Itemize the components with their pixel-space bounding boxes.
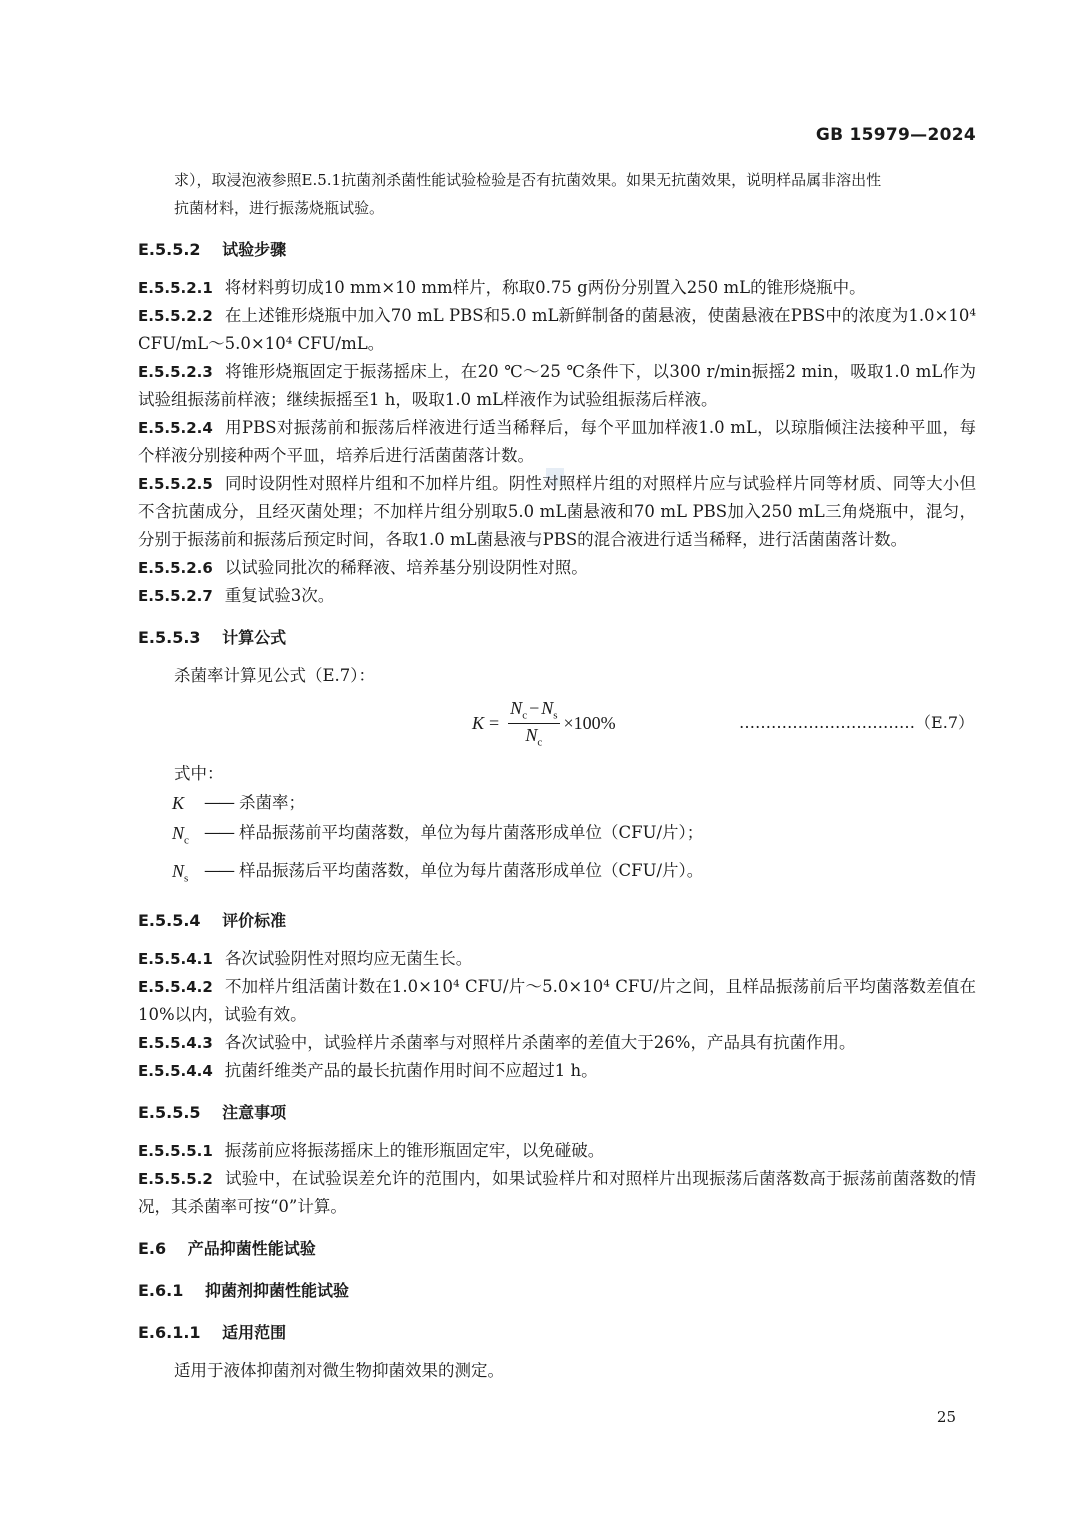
clause-number: E.5.5.5.2: [138, 1170, 213, 1189]
clause-text: 在上述锥形烧瓶中加入70 mL PBS和5.0 mL新鲜制备的菌悬液，使菌悬液在PBS中的浓度为1.0×10⁴ CFU/mL～5.0×10⁴ CFU/mL。: [138, 306, 976, 353]
clause-text: 试验中，在试验误差允许的范围内，如果试验样片和对照样片出现振荡后菌落数高于振荡前菌落数的情况，其杀菌率可按“0”计算。: [138, 1169, 976, 1217]
legend-symbol-text: N: [172, 823, 185, 843]
legend-symbol: [172, 818, 204, 856]
section-heading-e61: [138, 1277, 976, 1305]
formula-lead: 杀菌率计算见公式（E.7）：: [174, 666, 376, 685]
formula-denominator: [525, 724, 542, 749]
section-heading-e6: [138, 1235, 976, 1263]
clause-number: E.5.5.4.4: [138, 1062, 213, 1081]
section-heading-e555: [138, 1099, 976, 1127]
clause-e5551: [138, 1137, 976, 1165]
legend-row-ns: [138, 856, 976, 894]
page-number: 25: [936, 1408, 956, 1426]
legend-row-k: [138, 788, 976, 818]
formula-tag: ……………………………（E.7）: [739, 713, 974, 732]
section-heading-e554: [138, 907, 976, 935]
clause-e5544: [138, 1057, 976, 1085]
section-title: 注意事项: [222, 1103, 287, 1123]
legend-symbol: [172, 788, 204, 818]
clause-e5522: [138, 302, 976, 358]
standard-code: GB 15979—2024: [815, 125, 976, 145]
clause-e5552: [138, 1165, 976, 1221]
section-number: E.6.1.1: [138, 1323, 201, 1343]
document-body: [138, 166, 976, 1385]
section-title: 试验步骤: [222, 240, 287, 259]
clause-text: 将锥形烧瓶固定于振荡摇床上，在20 ℃～25 ℃条件下，以300 r/min振摇2 min，吸取1.0 mL作为试验组振荡前样液；继续振摇至1 h，吸取1.0 mL样液作为试验组振荡后样液。: [138, 362, 976, 409]
legend-text: 样品振荡前平均菌落数，单位为每片菌落形成单位（CFU/片）；: [239, 823, 704, 842]
clause-text: 用PBS对振荡前和振荡后样液进行适当稀释后，每个平皿加样液1.0 mL，以琼脂倾注法接种平皿，每个样液分别接种两个平皿，培养后进行活菌菌落计数。: [138, 418, 976, 465]
clause-e5526: [138, 554, 976, 582]
section-title: 评价标准: [222, 911, 287, 931]
clause-number: E.5.5.2.2: [138, 307, 213, 325]
formula-sub-c: c: [522, 709, 528, 722]
section-number: E.6: [138, 1239, 167, 1259]
section-title: 计算公式: [222, 628, 287, 647]
section-title: 抑菌剂抑菌性能试验: [204, 1281, 349, 1301]
clause-e5542: [138, 973, 976, 1029]
clause-text: 同时设阴性对照样片组和不加样片组。阴性对照样片组的对照样片应与试验样片同等材质、同等大小但不含抗菌成分，且经灭菌处理；不加样片组分别取5.0 mL菌悬液和70 mL PBS加入250 mL三角烧瓶中，混匀，分别于振荡前和振荡后预定时间，各取1.0 mL菌悬液与PBS的混合液进行适当稀释，进行活菌菌落计数。: [138, 474, 976, 549]
formula-var-ns: N: [541, 698, 554, 718]
legend-symbol: [172, 856, 204, 894]
section-title: 适用范围: [222, 1323, 287, 1343]
clause-e5527: [138, 582, 976, 610]
section-number: E.5.5.4: [138, 911, 201, 931]
formula-var-nc: N: [510, 698, 523, 718]
clause-number: E.5.5.2.3: [138, 363, 213, 381]
clause-e5525: [138, 470, 976, 554]
clause-number: E.5.5.2.4: [138, 419, 213, 437]
legend-text: 杀菌率；: [239, 793, 305, 812]
section-heading-e611: [138, 1319, 976, 1347]
legend-text: 样品振荡后平均菌落数，单位为每片菌落形成单位（CFU/片）。: [239, 860, 704, 880]
clause-e5541: [138, 945, 976, 973]
clause-text: 重复试验3次。: [224, 586, 335, 605]
section-heading-e553: [138, 624, 976, 652]
clause-number: E.5.5.4.3: [138, 1034, 213, 1053]
legend-symbol-text: N: [172, 860, 185, 881]
clause-number: E.5.5.4.2: [138, 978, 213, 997]
formula-e7: [138, 694, 976, 752]
clause-number: E.5.5.2.7: [138, 587, 213, 605]
section-number: E.5.5.5: [138, 1103, 201, 1123]
formula-fraction: [508, 698, 559, 748]
clause-number: E.5.5.2.6: [138, 559, 213, 577]
legend-dash: ——: [204, 823, 233, 842]
clause-number: E.5.5.2.5: [138, 475, 213, 493]
formula-where: 式中：: [174, 764, 224, 783]
formula-equals: =: [489, 712, 500, 733]
section-heading-e552: [138, 236, 976, 264]
formula-minus: −: [529, 698, 540, 718]
clause-e5523: [138, 358, 976, 414]
formula-lhs: K: [472, 712, 485, 733]
clause-number: E.5.5.5.1: [138, 1142, 213, 1161]
clause-text: 以试验同批次的稀释液、培养基分别设阴性对照。: [224, 558, 588, 577]
formula-var-nc-den: N: [525, 724, 538, 745]
scope-text: 适用于液体抑菌剂对微生物抑菌效果的测定。: [174, 1361, 504, 1381]
section-title: 产品抑菌性能试验: [187, 1239, 316, 1259]
intro-line-1: 求），取浸泡液参照E.5.1抗菌剂杀菌性能试验检验是否有抗菌效果。如果无抗菌效果，说明样品属非溶出性: [174, 171, 882, 189]
clause-text: 将材料剪切成10 mm×10 mm样片，称取0.75 g两份分别置入250 mL的锥形烧瓶中。: [224, 278, 866, 297]
legend-symbol-text: K: [172, 793, 185, 813]
formula-multiplier: ×100%: [563, 712, 616, 733]
legend-dash: ——: [204, 793, 233, 812]
section-number: E.6.1: [138, 1281, 184, 1301]
clause-e5543: [138, 1029, 976, 1057]
clause-text: 不加样片组活菌计数在1.0×10⁴ CFU/片～5.0×10⁴ CFU/片之间，且样品振荡前后平均菌落数差值在10%以内，试验有效。: [138, 977, 976, 1025]
intro-line-2: 抗菌材料，进行振荡烧瓶试验。: [174, 199, 385, 217]
legend-dash: ——: [204, 860, 233, 880]
legend-symbol-sub: s: [184, 872, 189, 885]
clause-e5521: [138, 274, 976, 302]
legend-symbol-sub: c: [184, 834, 189, 847]
clause-e5524: [138, 414, 976, 470]
formula-sub-s: s: [553, 709, 558, 722]
section-number: E.5.5.2: [138, 240, 201, 259]
formula-sub-c-den: c: [537, 736, 543, 749]
formula-numerator: [508, 698, 559, 724]
formula-expression: [472, 698, 616, 748]
legend-row-nc: [138, 818, 976, 856]
clause-text: 抗菌纤维类产品的最长抗菌作用时间不应超过1 h。: [224, 1061, 598, 1081]
clause-number: E.5.5.2.1: [138, 279, 213, 297]
section-number: E.5.5.3: [138, 628, 201, 647]
clause-text: 各次试验阴性对照均应无菌生长。: [224, 949, 473, 969]
clause-number: E.5.5.4.1: [138, 950, 213, 969]
clause-text: 振荡前应将振荡摇床上的锥形瓶固定牢，以免碰破。: [224, 1141, 605, 1161]
clause-text: 各次试验中，试验样片杀菌率与对照样片杀菌率的差值大于26%，产品具有抗菌作用。: [224, 1033, 856, 1053]
